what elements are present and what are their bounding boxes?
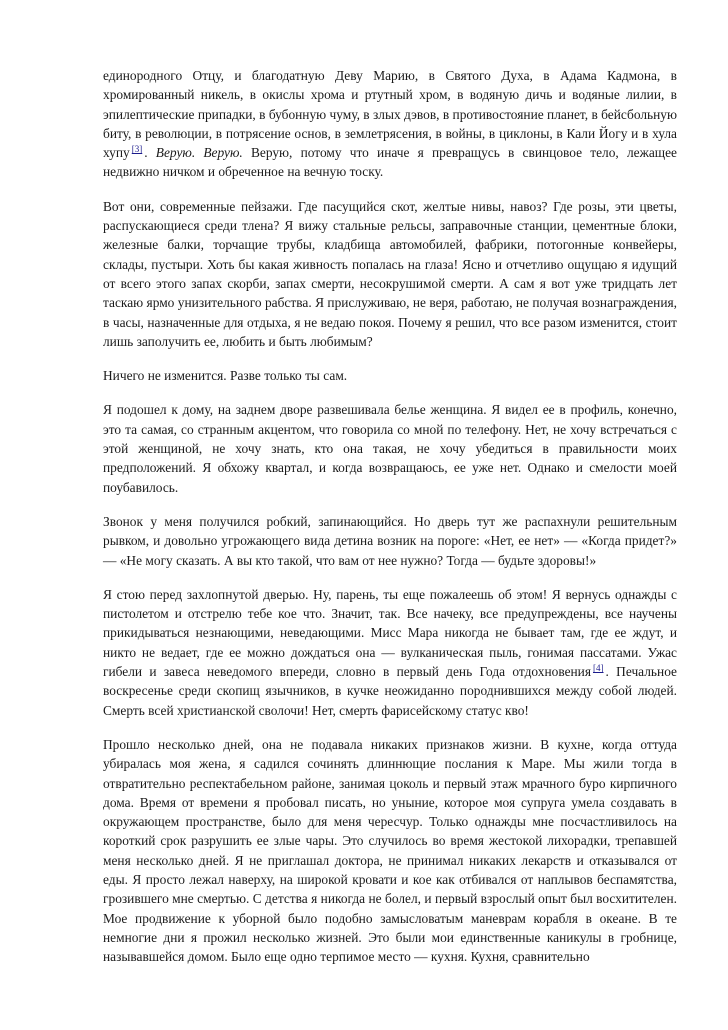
paragraph-1-text: единородного Отцу, и благодатную Деву Марию, в Святого Духа, в Адама Кадмона, в хромированный никель, в окислы хрома и ртутный хром, в водяную дичь и водяные лилии, в эпилептические припадки, в бубонную чуму, в злых дэвов, в противостояние планет, в бейсбольную биту, в революции, в потрясение основ, в землетрясения, в войны, в циклоны, в Кали Йогу и в хула хупу — [103, 68, 677, 161]
paragraph-6-text: Я стою перед захлопнутой дверью. Ну, парень, ты еще пожалеешь об этом! Я вернусь однажды с пистолетом и отстрелю тебе кое что. Значит, так. Все начеку, все предупреждены, все научены прикидываться незнающими, неведающими. Мисс Мара никогда не бывает там, где ее ждут, и никто не ведает, где ее можно дождаться она — вулканическая пыль, гонимая пассатами. Ужас гибели и завеса неведомого впереди, словно в первый день Года отдохновения — [103, 586, 677, 680]
paragraph-1-text-2: . — [144, 145, 156, 161]
paragraph-3: Ничего не изменится. Разве только ты сам. — [103, 368, 348, 384]
paragraph-5: Звонок у меня получился робкий, запинающийся. Но дверь тут же распахнули решительным рывком, и довольно угрожающего вида детина возник на пороге: «Нет, ее нет» — «Когда придет?» — «Не могу сказать. А вы кто такой, что вам от нее нужно? Тогда — будьте здоровы!» — [103, 513, 677, 568]
footnote-link-4[interactable]: [4] — [593, 663, 604, 674]
paragraph-1-text-3: Верую, потому что иначе я превращусь в свинцовое тело, лежащее недвижно ничком и обреченное на вечную тоску. — [103, 145, 677, 180]
footnote-link-3[interactable]: [3] — [131, 144, 143, 155]
paragraph-6 — [103, 585, 677, 720]
paragraph-2: Вот они, современные пейзажи. Где пасущийся скот, желтые нивы, навоз? Где розы, эти цветы, распускающиеся среди тлена? Я вижу стальные рельсы, заправочные станции, цементные блоки, железные балки, торчащие трубы, кладбища автомобилей, фабрики, потогонные конвейеры, склады, пустыри. Хоть бы какая живность попалась на глаза! Ясно и отчетливо ощущаю я идущий от всего этого запах скорби, запах смерти, несокрушимой смерти. А сам я вот уже тридцать лет таскаю ярмо унизительного рабства. Я прислуживаю, не веря, работаю, не получая вознаграждения, в часы, назначенные для отдыха, я не ведаю покоя. Почему я решил, что все разом изменится, стоит лишь заполучить ее, любить и быть любимым? — [103, 198, 677, 349]
paragraph-7: Прошло несколько дней, она не подавала никаких признаков жизни. В кухне, когда оттуда убиралась моя жена, я садился сочинять длиннющие послания к Маре. Мы жили тогда в отвратительно респектабельном районе, занимая цоколь и первый этаж мрачного буро кирпичного дома. Время от времени я пробовал писать, но уныние, которое моя супруга умела создавать в окружающем пространстве, было для меня чересчур. Только однажды мне посчастливилось на короткий срок разрушить ее злые чары. Это случилось во время жестокой лихорадки, трепавшей меня несколько дней. Я не приглашал доктора, не принимал никаких лекарств и отказывался от еды. Я просто лежал наверху, на широкой кровати и кое как отбивался от наплывов беспамятства, грозившего мне смертью. С детства я никогда не болел, и первый взрослый опыт был восхитителен. Мое продвижение к уборной было подобно замысловатым маневрам корабля в океане. В те немногие дни я прожил несколько жизней. Это были мои единственные каникулы в гробнице, называвшейся домом. Было еще одно терпимое место — кухня. Кухня, сравнительно — [103, 736, 677, 965]
document-page — [103, 66, 677, 966]
paragraph-6-text-2: . Печальное воскресенье среди скопищ язычников, в кучке неожиданно породнившихся между собой людей. Смерть всей христианской сволочи! Нет, смерть фарисейскому статус кво! — [103, 664, 677, 718]
paragraph-1 — [103, 66, 677, 182]
paragraph-1-emphasis: Верую. Верую. — [155, 145, 243, 161]
paragraph-4: Я подошел к дому, на заднем дворе развешивала белье женщина. Я видел ее в профиль, конечно, это та самая, со странным акцентом, что говорила со мной по телефону. Нет, не хочу встречаться с этой женщиной, не хочу знать, кто она такая, не хочу убедиться в правильности моих предположений. Я обхожу квартал, и когда возвращаюсь, ее уже нет. Однако и смелости моей поубавилось. — [103, 402, 677, 495]
